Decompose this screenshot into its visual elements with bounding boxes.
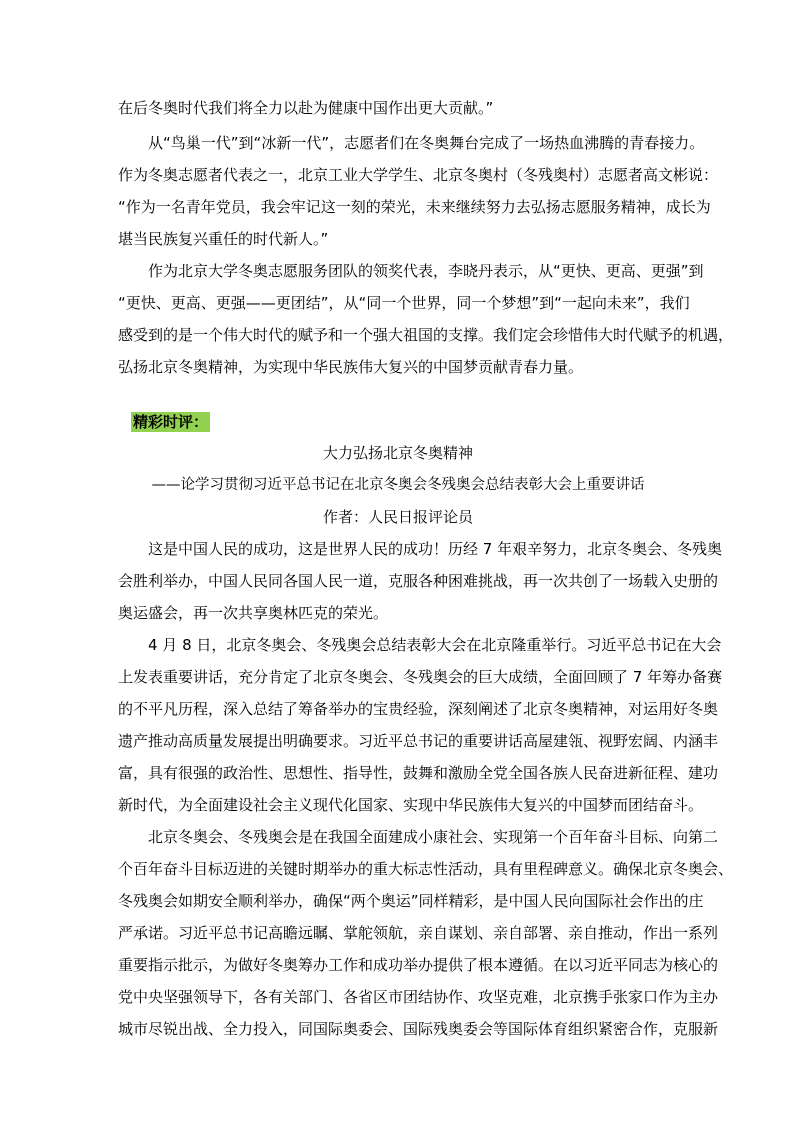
text-line: 在后冬奥时代我们将全力以赴为健康中国作出更大贡献。” [118,99,494,117]
text-line: “更快、更高、更强——更团结”，从“同一个世界，同一个梦想”到“一起向未来”，我们 [118,294,690,312]
text-line: 重要指示批示，为做好冬奥筹办工作和成功举办提供了根本遵循。在以习近平同志为核心的 [118,956,719,974]
text-line: “作为一名青年党员，我会牢记这一刻的荣光，未来继续努力去弘扬志愿服务精神，成长为 [118,198,711,216]
text-line: 作为北京大学冬奥志愿服务团队的领奖代表，李晓丹表示，从“更快、更高、更强”到 [148,262,704,280]
text-line: 富，具有很强的政治性、思想性、指导性，鼓舞和激励全党全国各族人民奋进新征程、建功 [118,764,719,782]
text-line: 城市尽锐出战、全力投入，同国际奥委会、国际残奥委会等国际体育组织紧密合作，克服新 [118,1020,719,1038]
text-line: 会胜利举办，中国人民同各国人民一道，克服各种困难挑战，再一次共创了一场载入史册的 [118,572,719,590]
text-line: 的不平凡历程，深入总结了筹备举办的宝贵经验，深刻阐述了北京冬奥精神，对运用好冬奥 [118,700,719,718]
text-line: 从“鸟巢一代”到“冰新一代”，志愿者们在冬奥舞台完成了一场热血沸腾的青春接力。 [148,134,705,152]
article-subtitle: ——论学习贯彻习近平总书记在北京冬奥会冬残奥会总结表彰大会上重要讲话 [151,477,645,493]
text-line: 奥运盛会，再一次共享奥林匹克的荣光。 [118,604,389,622]
text-line: 北京冬奥会、冬残奥会是在我国全面建成小康社会、实现第一个百年奋斗目标、向第二 [148,828,719,846]
text-line: 感受到的是一个伟大时代的赋予和一个强大祖国的支撑。我们定会珍惜伟大时代赋予的机遇， [118,326,734,344]
text-line: 作为冬奥志愿者代表之一，北京工业大学学生、北京冬奥村（冬残奥村）志愿者高文彬说： [118,166,719,184]
text-line: 4 月 8 日，北京冬奥会、冬残奥会总结表彰大会在北京隆重举行。习近平总书记在大会 [148,636,722,654]
article-title: 大力弘扬北京冬奥精神 [322,444,473,462]
section-label: 精彩时评： [133,413,209,431]
text-line: 上发表重要讲话，充分肯定了北京冬奥会、冬残奥会的巨大成绩，全面回顾了 7 年筹办备赛 [118,668,723,686]
text-line: 个百年奋斗目标迈进的关键时期举办的重大标志性活动，具有里程碑意义。确保北京冬奥会、 [118,860,734,878]
text-line: 党中央坚强领导下，各有关部门、各省区市团结协作、攻坚克难，北京携手张家口作为主办 [118,988,719,1006]
text-line: 严承诺。习近平总书记高瞻远瞩、掌舵领航，亲自谋划、亲自部署、亲自推动，作出一系列 [118,924,719,942]
article-author: 作者：人民日报评论员 [322,508,473,526]
text-line: 堪当民族复兴重任的时代新人。” [118,230,329,248]
text-line: 遗产推动高质量发展提出明确要求。习近平总书记的重要讲话高屋建瓴、视野宏阔、内涵丰 [118,732,719,750]
text-line: 新时代，为全面建设社会主义现代化国家、实现中华民族伟大复兴的中国梦而团结奋斗。 [118,796,704,814]
text-line: 弘扬北京冬奥精神，为实现中华民族伟大复兴的中国梦贡献青春力量。 [118,358,584,376]
text-line: 冬残奥会如期安全顺利举办，确保“两个奥运”同样精彩，是中国人民向国际社会作出的庄 [118,892,704,910]
text-line: 这是中国人民的成功，这是世界人民的成功！历经 7 年艰辛努力，北京冬奥会、冬残奥 [148,540,723,558]
